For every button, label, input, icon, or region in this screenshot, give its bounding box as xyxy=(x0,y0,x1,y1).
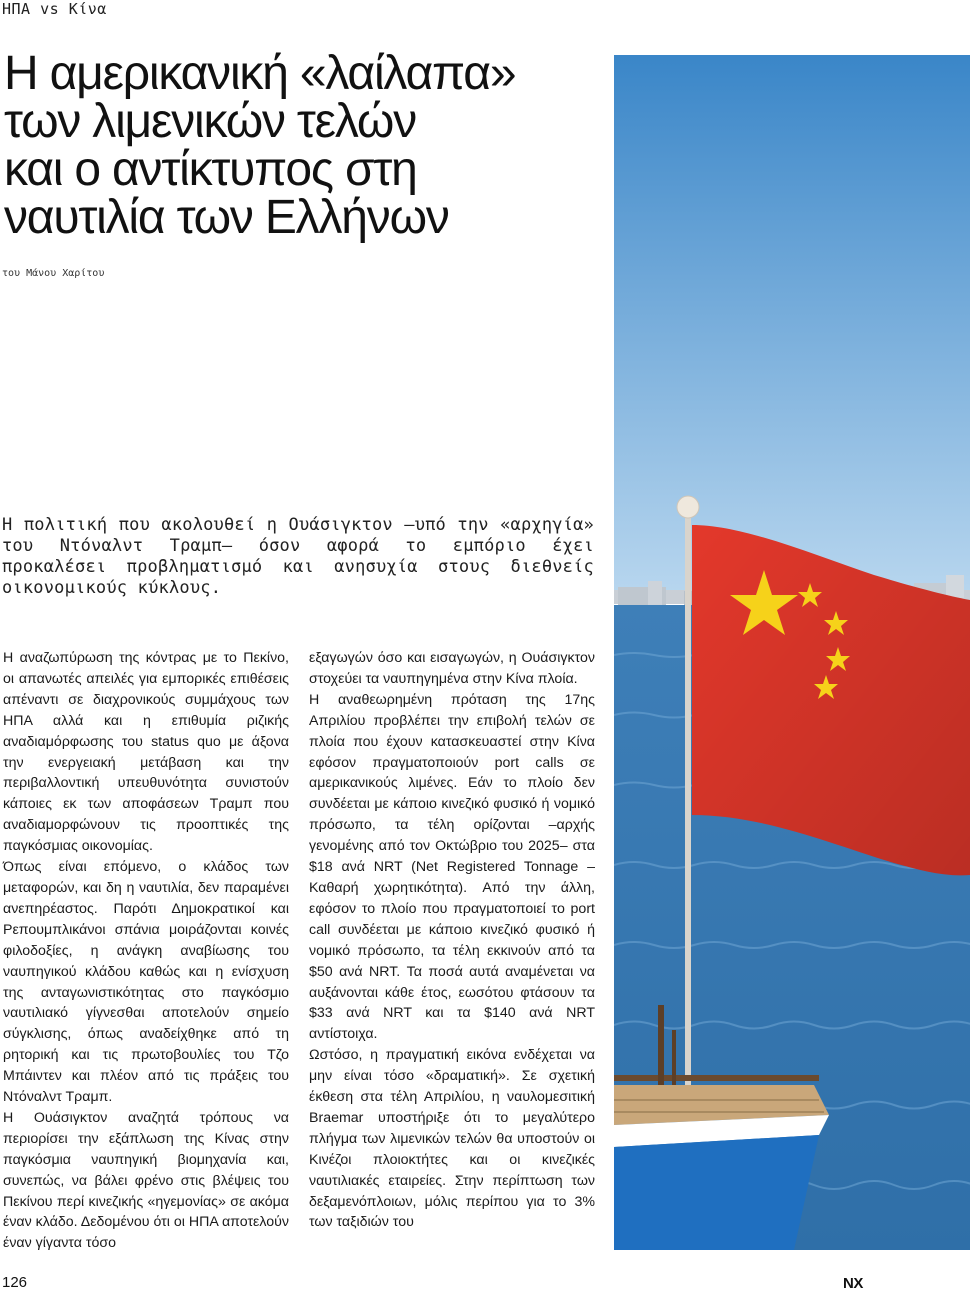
headline-line: των λιμενικών τελών xyxy=(4,95,417,148)
headline-line: ναυτιλία των Ελλήνων xyxy=(4,191,449,244)
boat-hull xyxy=(614,1135,819,1250)
body-paragraph: Όπως είναι επόμενο, ο κλάδος των μεταφορών, και δη η ναυτιλία, δεν παραμένει ανεπηρέαστος. Παρότι Δημοκρατικοί και Ρεπουμπλικάνοι σπάνια μοιράζονται κοινές φιλοδοξίες, η ανάγκη αναβίωσης του ναυπηγικού κλάδου καθώς και η ενίσχυση της ανταγωνιστικότητας στο παγκόσμιο ναυτιλιακό γίγνεσθαι αποτελούν σημείο σύγκλισης, όπως αναδείχθηκε από τη ρητορική και τις πρωτοβουλίες του Τζο Μπάιντεν και πλέον από τις πράξεις του Ντόναλντ Τραμπ. xyxy=(3,859,289,1106)
body-paragraph: Η αναζωπύρωση της κόντρας με το Πεκίνο, οι απανωτές απειλές για εμπορικές επιθέσεις απέναντι σε διαχρονικούς συμμάχους των ΗΠΑ αλλά και η επιθυμία ριζικής αναδιαμόρφωσης του status quo με άξονα την ενεργειακή μετάβαση και την περιβαλλοντική υπευθυνότητα συνιστούν κάποιες εκ των αποφάσεων Τραμπ που αναδιαμορφώνουν τις προοπτικές της παγκόσμιας οικονομίας. xyxy=(3,650,289,855)
headline-line: Η αμερικανική «λαίλαπα» xyxy=(4,47,516,100)
lede-paragraph: Η πολιτική που ακολουθεί η Ουάσιγκτον –υπό την «αρχηγία» του Ντόναλντ Τραμπ– όσον αφορά το εμπόριο έχει προκαλέσει προβληματισμό και ανησυχία στους διεθνείς οικονομικούς κύκλους. xyxy=(2,515,594,598)
flagpole-finial xyxy=(677,496,699,518)
headline xyxy=(4,47,604,244)
body-paragraph: Η Ουάσιγκτον αναζητά τρόπους να περιορίσει την εξάπλωση της Κίνας στην παγκόσμια ναυπηγική βιομηχανία και, συνεπώς, να βάλει φρένο στις βλέψεις του Πεκίνου περί κινεζικής «ηγεμονίας» σε ακόμα έναν κλάδο. Δεδομένου ότι οι ΗΠΑ αποτελούν έναν γίγαντα τόσο xyxy=(3,1109,290,1252)
body-paragraph: εξαγωγών όσο και εισαγωγών, η Ουάσιγκτον στοχεύει τα ναυπηγημένα στην Κίνα πλοία. xyxy=(309,650,595,687)
boat-rail xyxy=(614,1075,819,1081)
headline-line: και ο αντίκτυπος στη xyxy=(4,143,417,196)
flag-photo xyxy=(614,55,970,1250)
page-number: 126 xyxy=(2,1274,28,1291)
body-column-right xyxy=(309,648,595,1233)
sky xyxy=(614,55,970,600)
flagpole xyxy=(685,510,691,1110)
byline: του Μάνου Χαρίτου xyxy=(2,268,105,279)
section-label: ΗΠΑ vs Κίνα xyxy=(2,0,107,18)
body-paragraph: Η αναθεωρημένη πρόταση της 17ης Απριλίου προβλέπει την επιβολή τελών σε πλοία που έχουν κατασκευαστεί στην Κίνα εφόσον πραγματοποιούν port calls σε αμερικανικούς λιμένες. Εάν το πλοίο δεν συνδέεται με κάποιο κινεζικό φυσικό ή νομικό πρόσωπο, τα τέλη ορίζονται –αρχής γενομένης από τον Οκτώβριο του 2025– στα $18 ανά NRT (Net Registered Tonnage – Καθαρή χωρητικότητα). Από την άλλη, εφόσον το πλοίο που πραγματοποιεί το port call συνδέεται με κάποιο κινεζικό φυσικό ή νομικό πρόσωπο, τα τέλη εκκινούν από τα $50 ανά NRT. Τα ποσά αυτά αναμένεται να αυξάνονται κάθε έτος, εωσότου φτάσουν τα $33 ανά NRT και τα $140 ανά NRT αντίστοιχα. xyxy=(309,691,595,1043)
body-column-left xyxy=(3,648,289,1254)
body-paragraph: Ωστόσο, η πραγματική εικόνα ενδέχεται να μην είναι τόσο «δραματική». Σε σχετική έκθεση στα τέλη Απριλίου, η ναυλομεσιτική Braemar υποστήριξε ότι το μεγαλύτερο πλήγμα των λιμενικών τελών θα υποστούν οι Κινέζοι πλοιοκτήτες και οι κινεζικές ναυτιλιακές εταιρείες. Στην περίπτωση των δεξαμενόπλοιων, μόλις περίπου για το 3% των ταξιδιών του xyxy=(309,1047,595,1231)
brand-logo: NX xyxy=(843,1275,863,1292)
